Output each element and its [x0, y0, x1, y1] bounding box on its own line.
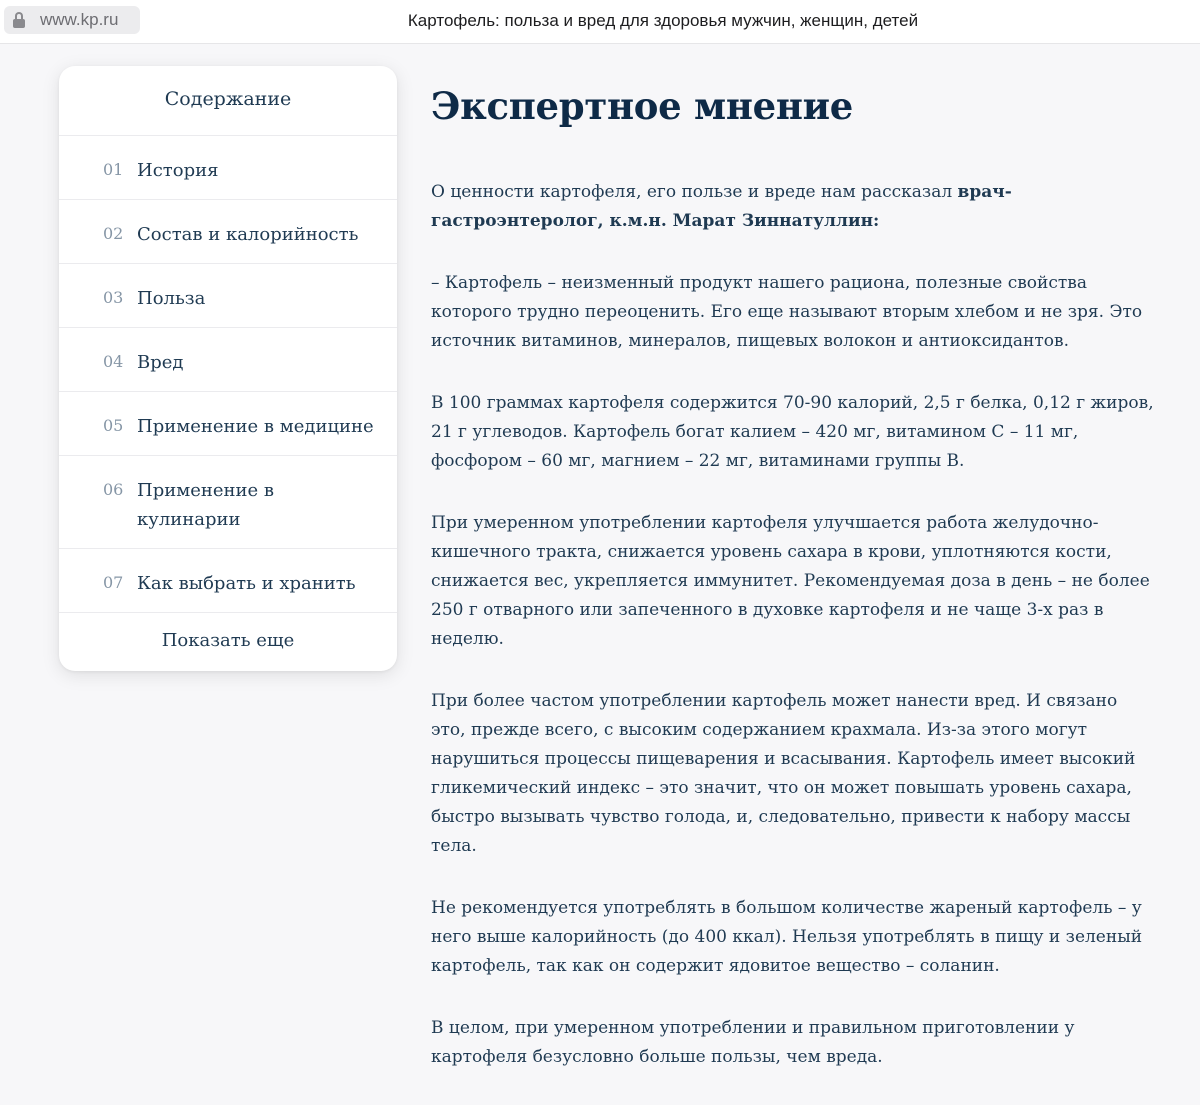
lock-icon — [12, 12, 26, 28]
toc-item-label[interactable]: Вред — [137, 352, 184, 373]
toc-heading: Содержание — [59, 66, 397, 136]
toc-item-number: 06 — [103, 480, 124, 499]
article-paragraph: При умеренном употреблении картофеля улучшается работа желудочно-кишечного тракта, снижается уровень сахара в крови, уплотняются кости, снижается вес, укрепляется иммунитет. Рекомендуемая доза в день – не более 250 г отварного или запеченного в духовке картофеля и не чаще 3-х раз в неделю. — [431, 513, 1150, 649]
expert-name: врач-гастроэнтеролог, к.м.н. Марат Зиннатуллин: — [431, 182, 1012, 231]
intro-text: О ценности картофеля, его пользе и вреде нам рассказал — [431, 182, 958, 202]
article-paragraph: В целом, при умеренном употреблении и правильном приготовлении у картофеля безусловно больше пользы, чем вреда. — [431, 1018, 1075, 1067]
article-content — [431, 78, 1155, 1105]
toc-item-label[interactable]: Как выбрать и хранить — [137, 573, 356, 594]
toc-item-label[interactable]: История — [137, 160, 219, 181]
toc-item-number: 07 — [103, 573, 124, 592]
toc-item-number: 05 — [103, 416, 124, 435]
toc-item-label[interactable]: Польза — [137, 288, 206, 309]
toc-item-choose-store[interactable] — [59, 549, 397, 613]
toc-item-number: 04 — [103, 352, 124, 371]
table-of-contents — [59, 66, 397, 671]
toc-item-history[interactable] — [59, 136, 397, 200]
browser-toolbar — [0, 0, 1200, 44]
article-paragraph: В 100 граммах картофеля содержится 70-90 калорий, 2,5 г белка, 0,12 г жиров, 21 г углеводов. Картофель богат калием – 420 мг, витамином С – 11 мг, фосфором – 60 мг, магнием – 22 мг, витаминами группы В. — [431, 393, 1154, 471]
article-paragraph: При более частом употреблении картофель может нанести вред. И связано это, прежде всего, с высоким содержанием крахмала. Из-за этого могут нарушиться процессы пищеварения и всасывания. Картофель имеет высокий гликемический индекс – это значит, что он может повышать уровень сахара, быстро вызывать чувство голода, и, следовательно, привести к набору массы тела. — [431, 691, 1136, 856]
toc-item-benefit[interactable] — [59, 264, 397, 328]
toc-item-label[interactable]: Состав и калорийность — [137, 224, 359, 245]
article-paragraph: – Картофель – неизменный продукт нашего рациона, полезные свойства которого трудно переоценить. Его еще называют вторым хлебом и не зря. Это источник витаминов, минералов, пищевых волокон и антиоксидантов. — [431, 273, 1143, 351]
toc-item-label[interactable]: Применение в медицине — [137, 416, 374, 437]
toc-item-label[interactable]: Применение в кулинарии — [137, 480, 275, 530]
show-more-button[interactable]: Показать еще — [161, 630, 295, 651]
intro-paragraph — [431, 178, 1155, 236]
toc-item-number: 03 — [103, 288, 124, 307]
address-bar[interactable] — [4, 6, 140, 34]
article-paragraph: Не рекомендуется употреблять в большом количестве жареный картофель – у него выше калорийность (до 400 ккал). Нельзя употреблять в пищу и зеленый картофель, так как он содержит ядовитое вещество – соланин. — [431, 898, 1143, 976]
toc-item-composition[interactable] — [59, 200, 397, 264]
page-title: Картофель: польза и вред для здоровья мужчин, женщин, детей — [407, 11, 919, 30]
toc-item-harm[interactable] — [59, 328, 397, 392]
section-heading: Экспертное мнение — [431, 84, 854, 128]
url-text[interactable]: www.kp.ru — [40, 10, 119, 29]
toc-item-number: 02 — [103, 224, 124, 243]
toc-item-number: 01 — [103, 160, 124, 179]
toc-item-cooking[interactable] — [59, 456, 397, 549]
toc-item-medicine[interactable] — [59, 392, 397, 456]
